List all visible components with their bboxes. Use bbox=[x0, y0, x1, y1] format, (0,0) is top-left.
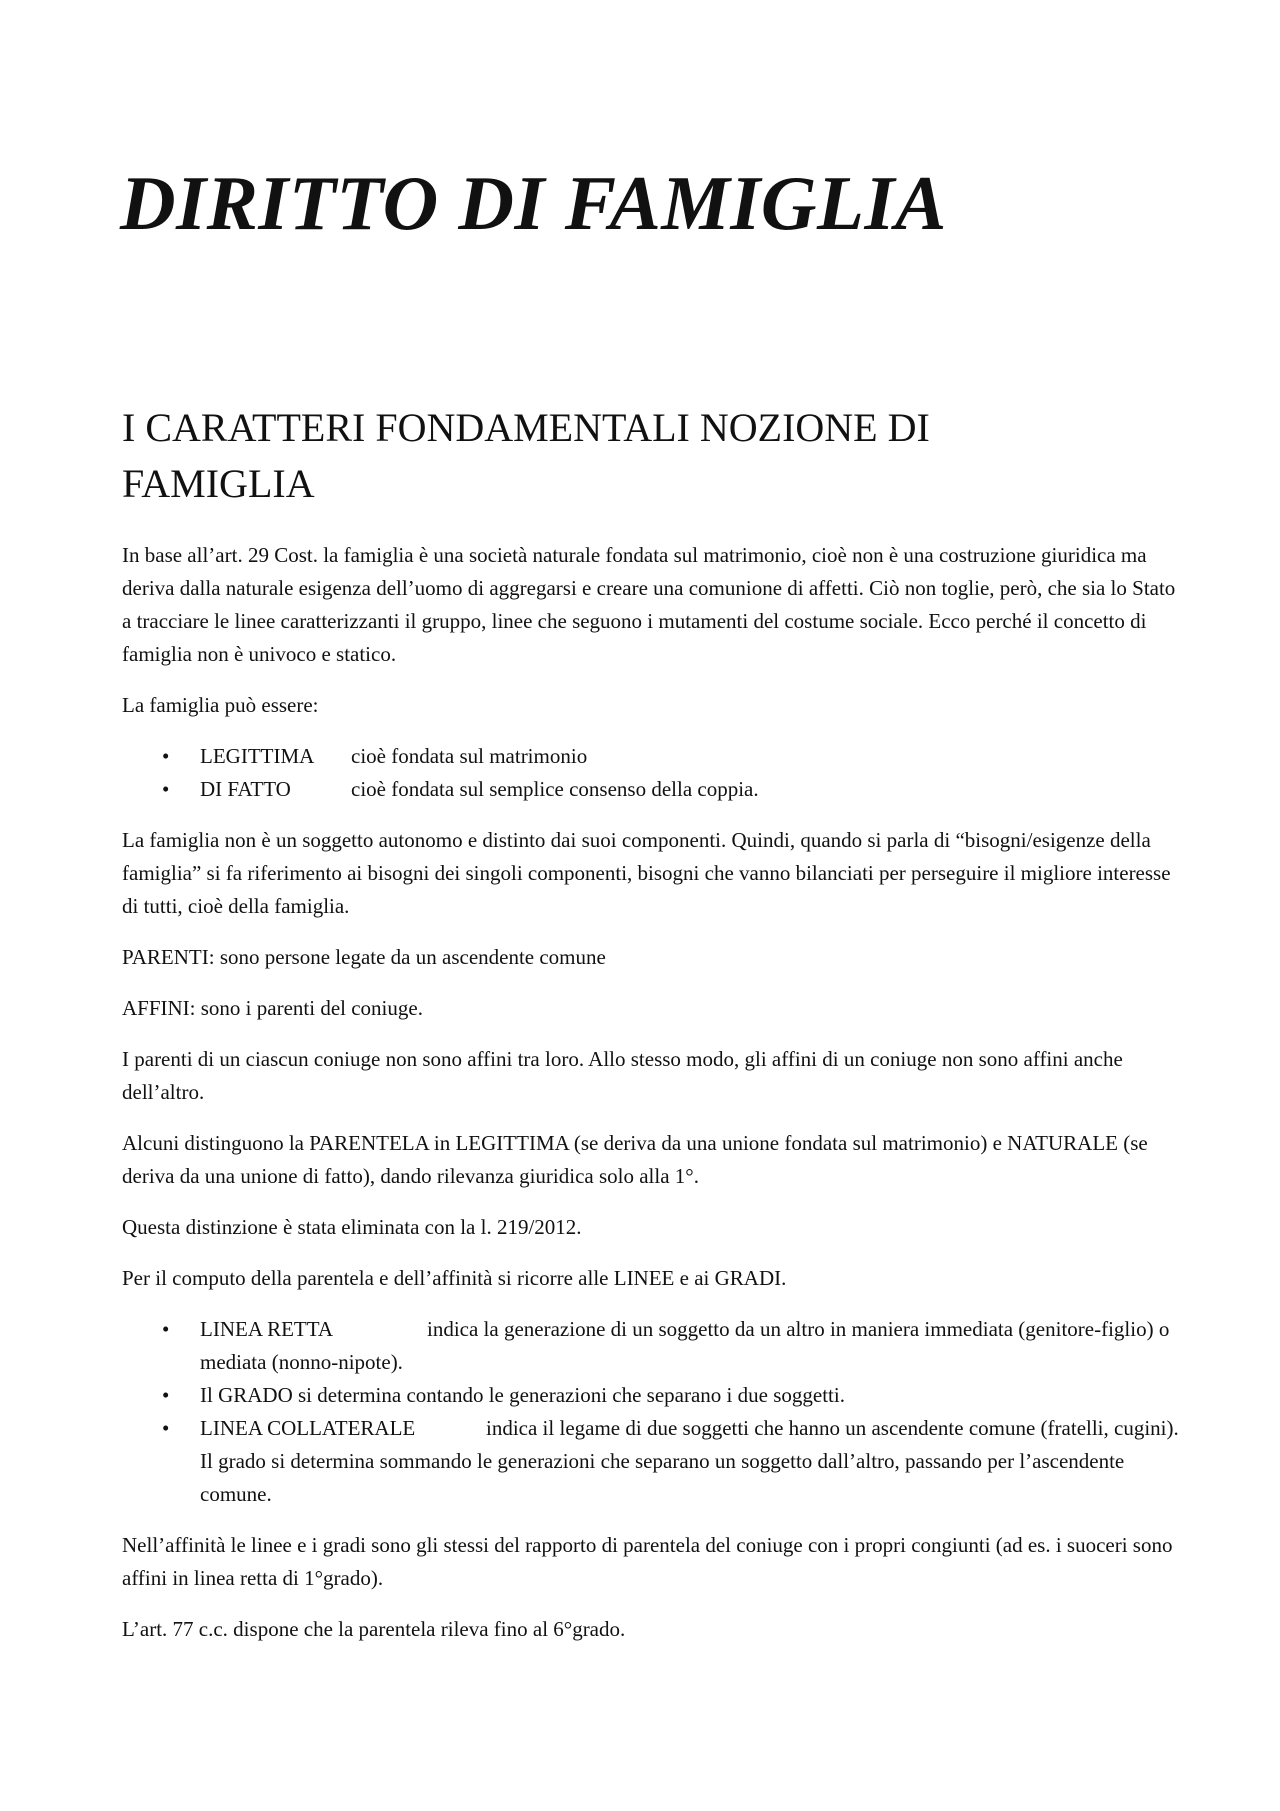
definition-di-fatto: cioè fondata sul semplice consenso della coppia. bbox=[351, 777, 759, 801]
paragraph-linee-gradi: Per il computo della parentela e dell’affinità si ricorre alle LINEE e ai GRADI. bbox=[122, 1266, 787, 1290]
term-linea-collaterale: LINEA COLLATERALE bbox=[200, 1416, 416, 1440]
list-item-linea-collaterale bbox=[122, 1412, 1182, 1511]
section-heading bbox=[122, 400, 1122, 512]
document-title: DIRITTO DI FAMIGLIA bbox=[120, 160, 947, 246]
paragraph-affinita-linee: Nell’affinità le linee e i gradi sono gli stessi del rapporto di parentela del coniuge con i propri congiunti (ad es. i suoceri sono affini in linea retta di 1°grado). bbox=[122, 1533, 1173, 1590]
definition-linea-retta: indica la generazione di un soggetto da un altro in maniera immediata (genitore-figlio) o mediata (nonno-nipote). bbox=[200, 1317, 1170, 1374]
bullet-icon: • bbox=[162, 1383, 170, 1407]
paragraph-famiglia-types-intro: La famiglia può essere: bbox=[122, 693, 319, 717]
list-item-grado bbox=[122, 1379, 1182, 1412]
paragraph-art29: In base all’art. 29 Cost. la famiglia è una società naturale fondata sul matrimonio, cioè non è una costruzione giuridica ma deriva dalla naturale esigenza dell’uomo di aggregarsi e creare una comunione di affetti. Ciò non toglie, però, che sia lo Stato a tracciare le linee caratterizzanti il gruppo, linee che seguono i mutamenti del costume sociale. Ecco perché il concetto di famiglia non è univoco e statico. bbox=[122, 543, 1176, 666]
paragraph-legge-219: Questa distinzione è stata eliminata con la l. 219/2012. bbox=[122, 1215, 582, 1239]
paragraph-soggetto-autonomo: La famiglia non è un soggetto autonomo e distinto dai suoi componenti. Quindi, quando si parla di “bisogni/esigenze della famiglia” si fa riferimento ai bisogni dei singoli componenti, bisogni che vanno bilanciati per perseguire il migliore interesse di tutti, cioè della famiglia. bbox=[122, 828, 1171, 918]
document-body bbox=[122, 539, 1182, 1664]
list-item-linea-retta bbox=[122, 1313, 1182, 1379]
paragraph-art77: L’art. 77 c.c. dispone che la parentela rileva fino al 6°grado. bbox=[122, 1617, 626, 1641]
bullet-icon: • bbox=[162, 1317, 170, 1341]
term-di-fatto: DI FATTO bbox=[200, 777, 291, 801]
term-linea-retta: LINEA RETTA bbox=[200, 1317, 334, 1341]
bullet-icon: • bbox=[162, 744, 170, 768]
list-item-legittima bbox=[122, 740, 1182, 773]
bullet-icon: • bbox=[162, 1416, 170, 1440]
definition-legittima: cioè fondata sul matrimonio bbox=[351, 744, 588, 768]
term-legittima: LEGITTIMA bbox=[200, 744, 315, 768]
bullet-icon: • bbox=[162, 777, 170, 801]
definition-linea-collaterale: indica il legame di due soggetti che hanno un ascendente comune (fratelli, cugini). Il grado si determina sommando le generazioni che separano un soggetto dall’altro, passando per l’ascendente comune. bbox=[200, 1416, 1179, 1506]
family-types-list bbox=[122, 740, 1182, 806]
linee-gradi-list bbox=[122, 1313, 1182, 1511]
paragraph-parentela-distinzione: Alcuni distinguono la PARENTELA in LEGITTIMA (se deriva da una unione fondata sul matrimonio) e NATURALE (se deriva da una unione di fatto), dando rilevanza giuridica solo alla 1°. bbox=[122, 1131, 1148, 1188]
paragraph-affini: AFFINI: sono i parenti del coniuge. bbox=[122, 996, 423, 1020]
section-heading-line-2: FAMIGLIA bbox=[122, 461, 315, 506]
paragraph-parenti: PARENTI: sono persone legate da un ascendente comune bbox=[122, 945, 606, 969]
paragraph-affini-tra-loro: I parenti di un ciascun coniuge non sono affini tra loro. Allo stesso modo, gli affini di un coniuge non sono affini anche dell’altro. bbox=[122, 1047, 1123, 1104]
definition-grado: Il GRADO si determina contando le generazioni che separano i due soggetti. bbox=[200, 1383, 845, 1407]
list-item-di-fatto bbox=[122, 773, 1182, 806]
section-heading-line-1: I CARATTERI FONDAMENTALI NOZIONE DI bbox=[122, 405, 930, 450]
